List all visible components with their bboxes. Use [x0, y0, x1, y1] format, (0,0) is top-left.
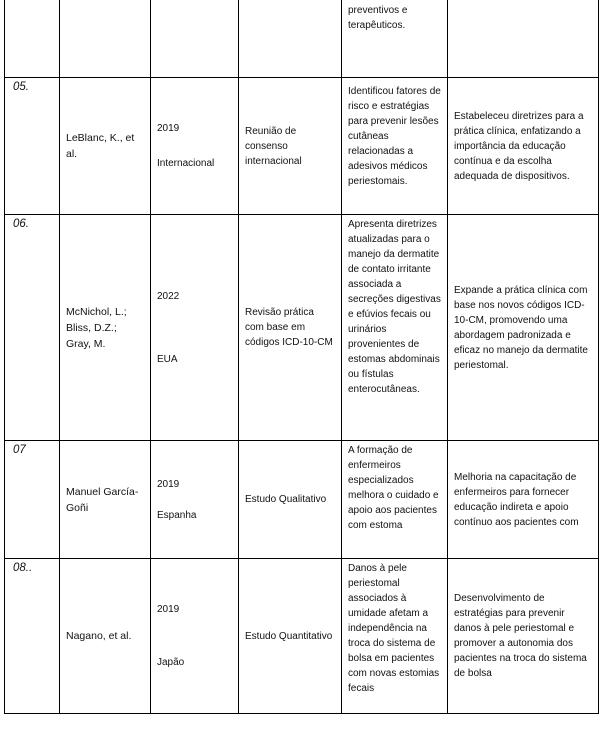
- author-cell: McNichol, L.; Bliss, D.Z.; Gray, M.: [60, 215, 151, 441]
- objective-cell: [342, 0, 448, 78]
- year: 2022: [157, 290, 180, 302]
- studies-table: [4, 0, 599, 714]
- year-country-cell: [151, 559, 239, 714]
- objective-cell: Apresenta diretrizes atualizadas para o manejo da dermatite de contato irritante associada a secreções digestivas e efúvios fecais ou urinários provenientes de estomas abdominais ou fístulas enterocutâneas.: [342, 215, 448, 441]
- author-cell: LeBlanc, K., et al.: [60, 78, 151, 215]
- method-cell: Estudo Qualitativo: [239, 441, 342, 559]
- method-cell: [239, 0, 342, 78]
- row-number: 06.: [5, 215, 60, 441]
- table-row-continuation: [5, 0, 599, 78]
- objective-cell: Identificou fatores de risco e estratégias para prevenir lesões cutâneas relacionadas a adesivos médicos periestomais.: [342, 78, 448, 215]
- year-country-cell: [151, 78, 239, 215]
- table-row: [5, 441, 599, 559]
- objective-cell: Danos à pele periestomal associados à umidade afetam a independência na troca do sistema de bolsa em pacientes com novas estomias fecais: [342, 559, 448, 714]
- row-number: 05.: [5, 78, 60, 215]
- year: 2019: [157, 604, 180, 615]
- country: EUA: [157, 353, 178, 365]
- table-row: [5, 78, 599, 215]
- row-number: 08..: [5, 559, 60, 714]
- result-cell: [448, 0, 599, 78]
- country: Espanha: [157, 509, 197, 521]
- method-cell: Revisão prática com base em códigos ICD-10-CM: [239, 215, 342, 441]
- result-cell: Expande a prática clínica com base nos novos códigos ICD-10-CM, promovendo uma abordagem padronizada e eficaz no manejo da dermatite periestomal.: [448, 215, 599, 441]
- year-country-cell: [151, 215, 239, 441]
- result-cell: Melhoria na capacitação de enfermeiros para fornecer educação indireta e apoio contínuo aos pacientes com: [448, 441, 599, 559]
- year: 2019: [157, 478, 180, 490]
- country: Internacional: [157, 158, 215, 169]
- table-row: [5, 215, 599, 441]
- result-cell: Desenvolvimento de estratégias para prevenir danos à pele periestomal e promover a autonomia dos pacientes na troca do sistema de bolsa: [448, 559, 599, 714]
- method-cell: Reunião de consenso internacional: [239, 78, 342, 215]
- year: 2019: [157, 123, 180, 134]
- author-cell: [60, 0, 151, 78]
- year-country-cell: [151, 0, 239, 78]
- author-cell: Nagano, et al.: [60, 559, 151, 714]
- objective-text: preventivos e terapêuticos.: [348, 5, 408, 31]
- method-cell: Estudo Quantitativo: [239, 559, 342, 714]
- author-cell: Manuel García-Goñi: [60, 441, 151, 559]
- year-country-cell: [151, 441, 239, 559]
- country: Japão: [157, 657, 185, 668]
- row-number: 07: [5, 441, 60, 559]
- result-cell: Estabeleceu diretrizes para a prática clínica, enfatizando a importância da educação contínua e da escolha adequada de dispositivos.: [448, 78, 599, 215]
- row-number: [5, 0, 60, 78]
- table-row: [5, 559, 599, 714]
- objective-cell: A formação de enfermeiros especializados melhora o cuidado e apoio aos pacientes com estoma: [342, 441, 448, 559]
